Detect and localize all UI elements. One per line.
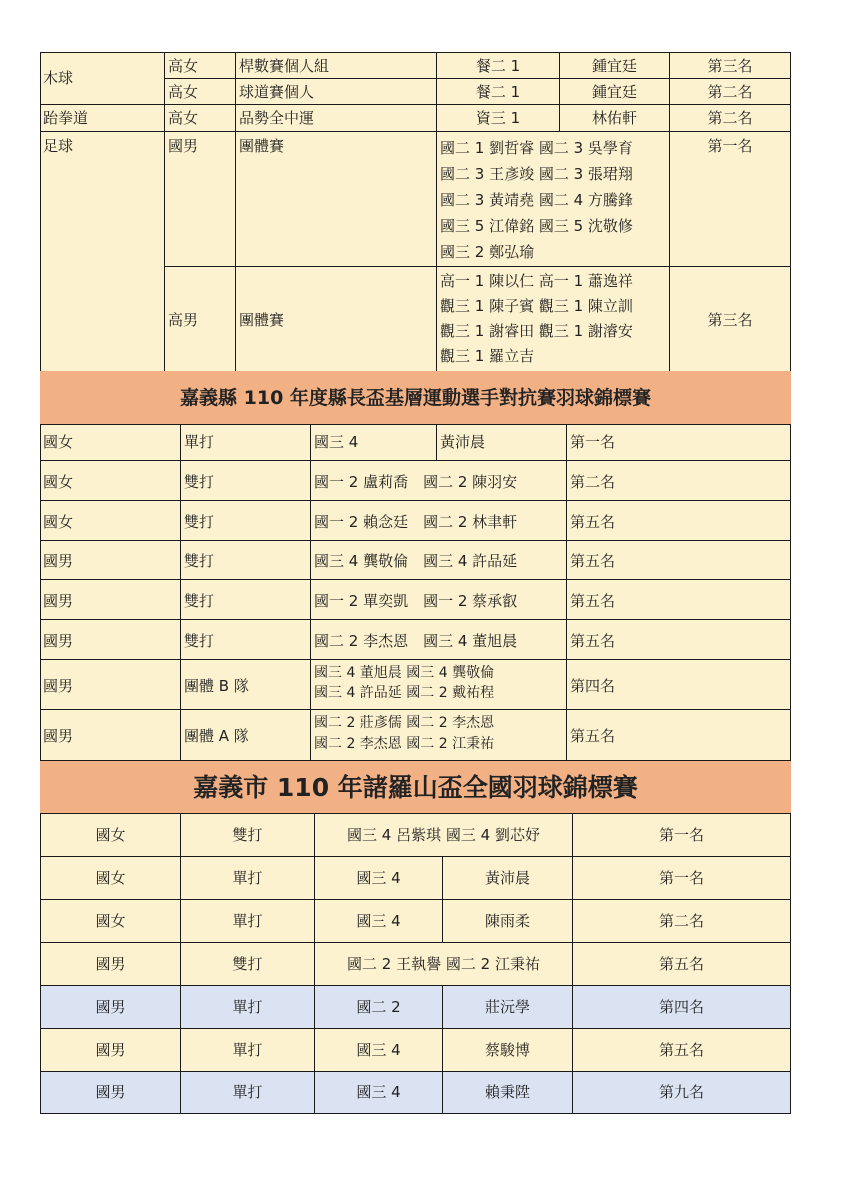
event-cell: 單打 bbox=[232, 1041, 263, 1059]
event-cell: 單打 bbox=[232, 912, 263, 930]
rank-cell: 第四名 bbox=[570, 677, 616, 695]
roster-line: 觀三 1 陳子賓 觀三 1 陳立訓 bbox=[440, 297, 633, 315]
rank-cell: 第五名 bbox=[570, 552, 616, 570]
name-cell: 賴秉陞 bbox=[484, 1083, 530, 1101]
class-cell: 國三 4 bbox=[356, 869, 401, 887]
roster-line: 國二 1 劉哲睿 國二 3 吳學育 bbox=[440, 139, 633, 157]
group-cell: 高女 bbox=[168, 83, 199, 101]
event-cell: 雙打 bbox=[184, 592, 215, 610]
event-cell: 團體 B 隊 bbox=[184, 677, 249, 695]
event-cell: 單打 bbox=[232, 1083, 263, 1101]
name-cell: 陳雨柔 bbox=[484, 912, 530, 930]
event-cell: 雙打 bbox=[184, 632, 215, 650]
event-cell: 雙打 bbox=[184, 513, 215, 531]
rank-cell: 第九名 bbox=[658, 1083, 704, 1101]
rank-cell: 第二名 bbox=[707, 83, 753, 101]
roster-line: 國二 3 黃靖堯 國二 4 方騰鋒 bbox=[440, 191, 633, 209]
name-cell: 黃沛晨 bbox=[484, 869, 530, 887]
rank-cell: 第四名 bbox=[658, 998, 704, 1016]
group-cell: 國男 bbox=[43, 677, 74, 695]
class-cell: 國三 4 bbox=[356, 912, 401, 930]
class-cell: 餐二 1 bbox=[475, 83, 521, 101]
section-title: 嘉義市 110 年諸羅山盃全國羽球錦標賽 bbox=[193, 773, 638, 802]
event-cell: 單打 bbox=[232, 869, 263, 887]
players-cell: 國一 2 賴念廷 國二 2 林聿軒 bbox=[314, 513, 518, 531]
class-cell: 國三 4 bbox=[356, 1083, 401, 1101]
name-cell: 蔡駿博 bbox=[484, 1041, 530, 1059]
sport-woodball: 木球 bbox=[43, 69, 74, 87]
event-cell: 雙打 bbox=[232, 826, 263, 844]
event-cell: 桿數賽個人組 bbox=[239, 57, 330, 75]
team-roster bbox=[440, 269, 633, 369]
name-cell: 林佑軒 bbox=[591, 109, 637, 127]
section-title: 嘉義縣 110 年度縣長盃基層運動選手對抗賽羽球錦標賽 bbox=[180, 387, 651, 409]
event-cell: 雙打 bbox=[184, 473, 215, 491]
rank-cell: 第五名 bbox=[570, 632, 616, 650]
event-cell: 雙打 bbox=[232, 955, 263, 973]
group-cell: 國女 bbox=[95, 869, 126, 887]
players-line: 國三 4 許品延 國二 2 戴祐程 bbox=[314, 685, 495, 701]
group-cell: 國女 bbox=[95, 826, 126, 844]
event-cell: 球道賽個人 bbox=[239, 83, 315, 101]
roster-line: 國三 5 江偉銘 國三 5 沈敬修 bbox=[440, 217, 633, 235]
event-cell: 團體賽 bbox=[239, 137, 285, 155]
rank-cell: 第二名 bbox=[570, 473, 616, 491]
rank-cell: 第五名 bbox=[570, 513, 616, 531]
pair-cell: 國三 4 呂紫琪 國三 4 劉芯妤 bbox=[347, 826, 540, 844]
event-cell: 團體 A 隊 bbox=[184, 727, 249, 745]
group-cell: 國男 bbox=[43, 727, 74, 745]
class-cell: 餐二 1 bbox=[475, 57, 521, 75]
rank-cell: 第三名 bbox=[707, 311, 753, 329]
class-cell: 國二 2 bbox=[356, 998, 401, 1016]
event-cell: 品勢全中運 bbox=[239, 109, 315, 127]
name-cell: 鍾宜廷 bbox=[591, 83, 637, 101]
roster-line: 觀三 1 羅立吉 bbox=[440, 347, 535, 365]
players-cell: 國三 4 龔敬倫 國三 4 許品延 bbox=[314, 552, 518, 570]
roster-line: 國三 2 鄭弘瑜 bbox=[440, 243, 535, 261]
group-cell: 國男 bbox=[43, 592, 74, 610]
players-line: 國二 2 李杰恩 國二 2 江秉祐 bbox=[314, 736, 495, 752]
group-cell: 國男 bbox=[95, 1083, 126, 1101]
group-cell: 國男 bbox=[95, 998, 126, 1016]
group-cell: 國女 bbox=[43, 433, 74, 451]
group-cell: 高女 bbox=[168, 57, 199, 75]
class-cell: 國三 4 bbox=[314, 433, 359, 451]
players-line: 國二 2 莊彥儒 國二 2 李杰恩 bbox=[314, 715, 495, 731]
name-cell: 黃沛晨 bbox=[440, 433, 486, 451]
event-cell: 單打 bbox=[184, 433, 215, 451]
rank-cell: 第五名 bbox=[570, 727, 616, 745]
event-cell: 團體賽 bbox=[239, 311, 285, 329]
group-cell: 國男 bbox=[43, 632, 74, 650]
event-cell: 單打 bbox=[232, 998, 263, 1016]
rank-cell: 第二名 bbox=[707, 109, 753, 127]
roster-line: 國二 3 王彥竣 國二 3 張珺翔 bbox=[440, 165, 633, 183]
rank-cell: 第三名 bbox=[707, 57, 753, 75]
group-cell: 國男 bbox=[43, 552, 74, 570]
event-cell: 雙打 bbox=[184, 552, 215, 570]
group-cell: 國女 bbox=[95, 912, 126, 930]
group-cell: 高男 bbox=[168, 311, 199, 329]
rank-cell: 第五名 bbox=[570, 592, 616, 610]
rank-cell: 第一名 bbox=[658, 826, 704, 844]
rank-cell: 第五名 bbox=[658, 955, 704, 973]
group-cell: 國女 bbox=[43, 513, 74, 531]
pair-cell: 國二 2 王執譽 國二 2 江秉祐 bbox=[347, 955, 540, 973]
name-cell: 莊沅學 bbox=[484, 998, 530, 1016]
rank-cell: 第五名 bbox=[658, 1041, 704, 1059]
class-cell: 資三 1 bbox=[475, 109, 521, 127]
group-cell: 高女 bbox=[168, 109, 199, 127]
roster-line: 高一 1 陳以仁 高一 1 蕭逸祥 bbox=[440, 272, 633, 290]
rank-cell: 第一名 bbox=[707, 137, 753, 155]
players-line: 國三 4 董旭晨 國三 4 龔敬倫 bbox=[314, 665, 495, 681]
roster-line: 觀三 1 謝睿田 觀三 1 謝濬安 bbox=[440, 322, 633, 340]
name-cell: 鍾宜廷 bbox=[591, 57, 637, 75]
players-cell: 國二 2 李杰恩 國三 4 董旭晨 bbox=[314, 632, 518, 650]
players-cell: 國一 2 單奕凱 國一 2 蔡承叡 bbox=[314, 592, 518, 610]
rank-cell: 第一名 bbox=[570, 433, 616, 451]
rank-cell: 第二名 bbox=[658, 912, 704, 930]
group-cell: 國男 bbox=[95, 1041, 126, 1059]
group-cell: 國女 bbox=[43, 473, 74, 491]
sport-soccer: 足球 bbox=[43, 137, 74, 155]
class-cell: 國三 4 bbox=[356, 1041, 401, 1059]
team-roster bbox=[440, 135, 633, 265]
group-cell: 國男 bbox=[95, 955, 126, 973]
rank-cell: 第一名 bbox=[658, 869, 704, 887]
sport-taekwondo: 跆拳道 bbox=[43, 109, 89, 127]
players-cell: 國一 2 盧莉喬 國二 2 陳羽安 bbox=[314, 473, 518, 491]
group-cell: 國男 bbox=[168, 137, 199, 155]
